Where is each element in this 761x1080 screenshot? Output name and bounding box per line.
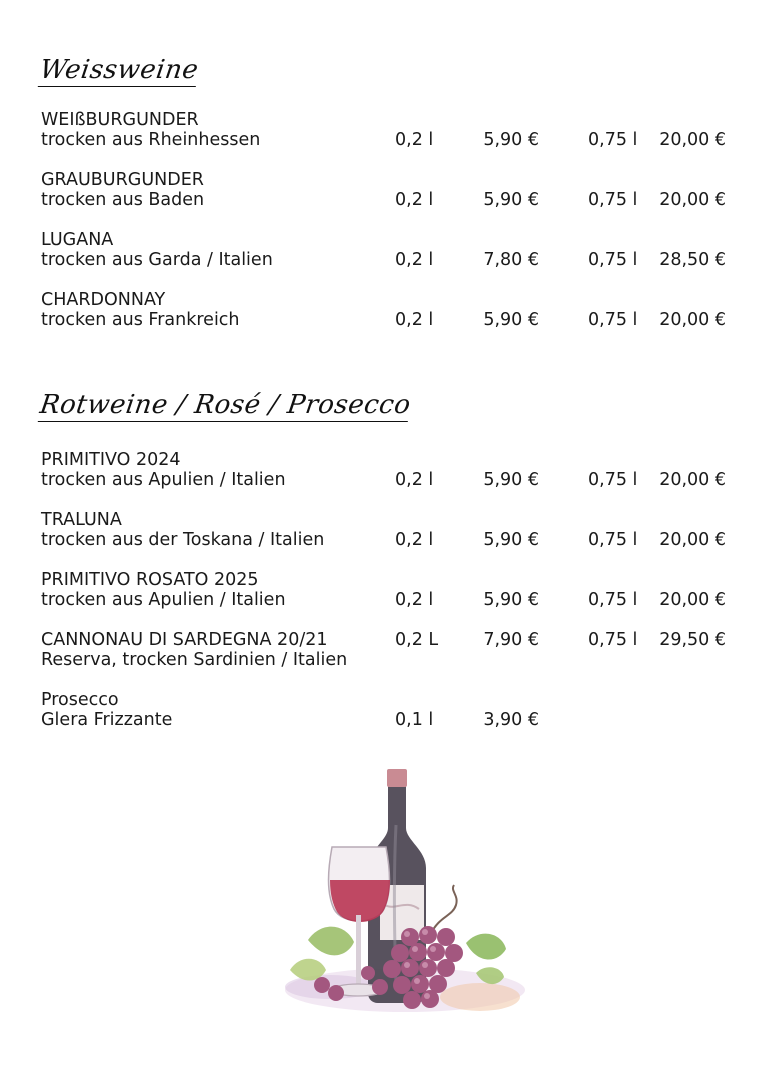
wine-description: trocken aus Frankreich [41,310,240,330]
bottle-volume: 0,75 l [588,630,638,650]
bottle-price: 20,00 € [659,310,726,330]
wine-description: trocken aus Rheinhessen [41,130,261,150]
section-title-rotweine: Rotweine / Rosé / Prosecco [38,390,413,420]
small-volume: 0,1 l [395,710,434,730]
wine-name: CANNONAU DI SARDEGNA 20/21 [41,630,328,650]
bottle-price: 28,50 € [659,250,726,270]
small-price: 5,90 € [483,590,539,610]
small-volume: 0,2 l [395,530,434,550]
wine-name: GRAUBURGUNDER [41,170,204,190]
bottle-volume: 0,75 l [588,310,638,330]
menu-item [0,630,761,674]
wine-description: Reserva, trocken Sardinien / Italien [41,650,348,670]
wine-description: Glera Frizzante [41,710,173,730]
small-price: 7,80 € [483,250,539,270]
bottle-price: 20,00 € [659,590,726,610]
small-price: 5,90 € [483,190,539,210]
wine-name: TRALUNA [41,510,122,530]
wine-description: trocken aus Baden [41,190,205,210]
small-volume: 0,2 l [395,310,434,330]
wine-name: LUGANA [41,230,114,250]
small-volume: 0,2 L [395,630,439,650]
menu-item [0,570,761,614]
menu-item [0,510,761,554]
bottle-volume: 0,75 l [588,190,638,210]
bottle-price: 29,50 € [659,630,726,650]
menu-item [0,110,761,154]
wine-name: Prosecco [41,690,119,710]
wine-description: trocken aus der Toskana / Italien [41,530,325,550]
wine-name: PRIMITIVO 2024 [41,450,181,470]
section-title-weissweine: Weissweine [38,55,201,85]
small-volume: 0,2 l [395,470,434,490]
wine-name: WEIßBURGUNDER [41,110,199,130]
wine-name: CHARDONNAY [41,290,166,310]
small-volume: 0,2 l [395,250,434,270]
menu-item [0,290,761,334]
small-price: 5,90 € [483,470,539,490]
small-volume: 0,2 l [395,190,434,210]
small-price: 5,90 € [483,310,539,330]
wine-name: PRIMITIVO ROSATO 2025 [41,570,259,590]
wine-bottle-glass-grapes-icon [270,765,530,1035]
small-volume: 0,2 l [395,590,434,610]
bottle-price: 20,00 € [659,190,726,210]
small-price: 3,90 € [483,710,539,730]
menu-item [0,690,761,734]
bottle-volume: 0,75 l [588,590,638,610]
bottle-volume: 0,75 l [588,250,638,270]
menu-item [0,170,761,214]
bottle-volume: 0,75 l [588,530,638,550]
small-price: 5,90 € [483,130,539,150]
wine-description: trocken aus Apulien / Italien [41,470,286,490]
bottle-volume: 0,75 l [588,470,638,490]
menu-item [0,230,761,274]
bottle-price: 20,00 € [659,130,726,150]
bottle-price: 20,00 € [659,530,726,550]
bottle-volume: 0,75 l [588,130,638,150]
wine-description: trocken aus Garda / Italien [41,250,273,270]
menu-item [0,450,761,494]
bottle-price: 20,00 € [659,470,726,490]
wine-description: trocken aus Apulien / Italien [41,590,286,610]
small-price: 5,90 € [483,530,539,550]
small-volume: 0,2 l [395,130,434,150]
small-price: 7,90 € [483,630,539,650]
